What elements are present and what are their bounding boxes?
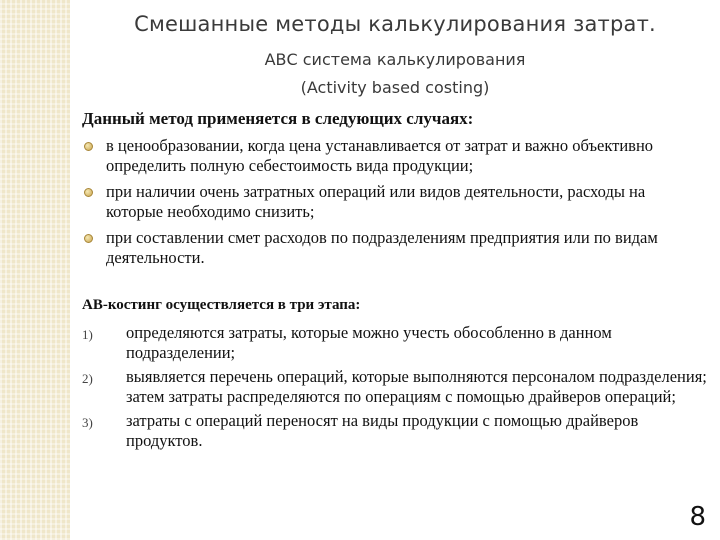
usage-cases-list <box>84 136 704 274</box>
bullet-icon <box>84 234 93 243</box>
usage-cases-heading: Данный метод применяется в следующих случаях: <box>82 109 474 128</box>
stage-text: затраты с операций переносят на виды продукции с помощью драйверов продуктов. <box>126 411 639 450</box>
list-item <box>84 182 704 222</box>
stage-item <box>82 323 712 363</box>
list-item-text: при наличии очень затратных операций или видов деятельности, расходы на которые необходимо снизить; <box>106 182 646 221</box>
list-item <box>84 228 704 268</box>
slide-title: Смешанные методы калькулирования затрат. <box>134 12 656 36</box>
slide-subtitle-line2: (Activity based costing) <box>300 78 490 97</box>
list-item <box>84 136 704 176</box>
bullet-icon <box>84 188 93 197</box>
stage-text: выявляется перечень операций, которые выполняются персоналом подразделения; затем затраты распределяются по операциям с помощью драйверов операций; <box>126 367 707 406</box>
stage-number: 2) <box>82 371 93 386</box>
list-item-text: в ценообразовании, когда цена устанавливается от затрат и важно объективно определить полную себестоимость вида продукции; <box>106 136 654 175</box>
stages-heading: АВ-костинг осуществляется в три этапа: <box>82 297 361 313</box>
bullet-icon <box>84 142 93 151</box>
stages-list <box>82 323 712 455</box>
stage-number: 1) <box>82 327 93 342</box>
slide-subtitle-line1: АВС система калькулирования <box>264 50 526 69</box>
page-number: 8 <box>689 502 706 532</box>
stage-item <box>82 367 712 407</box>
stage-item <box>82 411 712 451</box>
list-item-text: при составлении смет расходов по подразделениям предприятия или по видам деятельности. <box>106 228 658 267</box>
stage-number: 3) <box>82 415 93 430</box>
stage-text: определяются затраты, которые можно учесть обособленно в данном подразделении; <box>126 323 612 362</box>
